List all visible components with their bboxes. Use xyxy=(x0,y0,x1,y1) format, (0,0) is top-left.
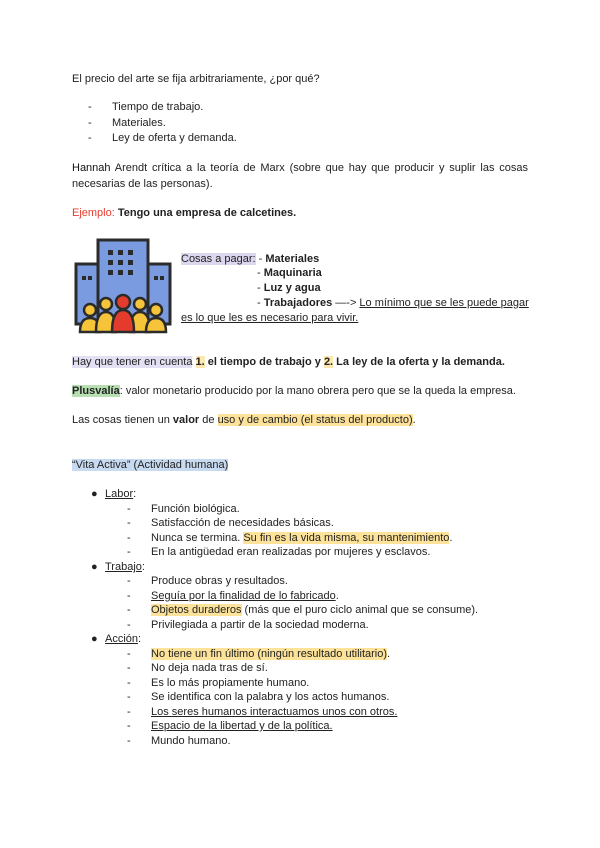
plusvalia-line: Plusvalía: valor monetario producido por la mano obrera pero que se la queda la empresa. xyxy=(72,385,516,397)
example-line: Ejemplo: Tengo una empresa de calcetines. xyxy=(72,207,297,219)
list-item: - Privilegiada a partir de la sociedad moderna. xyxy=(127,619,369,631)
list-item: - Seguía por la finalidad de lo fabricado. xyxy=(127,590,339,602)
cost-item: - Luz y agua xyxy=(257,282,321,294)
list-item: - Función biológica. xyxy=(127,503,240,515)
list-item: - Ley de oferta y demanda. xyxy=(88,132,237,144)
list-item: - No deja nada tras de sí. xyxy=(127,662,268,674)
value-line: Las cosas tienen un valor de uso y de cambio (el status del producto). xyxy=(72,414,416,426)
list-item: - Es lo más propiamente humano. xyxy=(127,677,310,689)
list-item: - Objetos duraderos (más que el puro ciclo animal que se consume). xyxy=(127,604,479,616)
cost-item: - Maquinaria xyxy=(257,267,322,279)
list-item: - Mundo humano. xyxy=(127,735,231,747)
section-trabajo: ● Trabajo: xyxy=(91,561,145,573)
cost-item: - Trabajadores —-> Lo mínimo que se les puede pagar xyxy=(257,297,529,309)
list-item: - Tiempo de trabajo. xyxy=(88,101,204,113)
company-building-icon xyxy=(72,236,174,336)
list-item: - Se identifica con la palabra y los actos humanos. xyxy=(127,691,390,703)
consider-line: Hay que tener en cuenta 1. el tiempo de trabajo y 2. La ley de la oferta y la demanda. xyxy=(72,356,505,368)
section-accion: ● Acción: xyxy=(91,633,142,645)
hannah-paragraph: Hannah Arendt crítica a la teoría de Marx (sobre que hay que producir y suplir las cosas necesarias de las personas). xyxy=(72,162,528,190)
vita-activa-heading: “Vita Activa” (Actividad humana) xyxy=(72,459,229,471)
list-item: - En la antigüedad eran realizadas por mujeres y esclavos. xyxy=(127,546,431,558)
costs-label-line: Cosas a pagar: - Materiales xyxy=(181,253,320,265)
cost-note: es lo que les es necesario para vivir. xyxy=(181,312,359,324)
list-item: - Espacio de la libertad y de la política. xyxy=(127,720,333,732)
list-item: - Produce obras y resultados. xyxy=(127,575,288,587)
list-item: - Los seres humanos interactuamos unos con otros. xyxy=(127,706,398,718)
hannah-name: Hannah xyxy=(72,162,111,174)
list-item: - Materiales. xyxy=(88,117,166,129)
intro-question: El precio del arte se fija arbitrariamente, ¿por qué? xyxy=(72,73,320,85)
list-item: - No tiene un fin último (ningún resultado utilitario). xyxy=(127,648,391,660)
section-labor: ● Labor: xyxy=(91,488,137,500)
list-item: - Satisfacción de necesidades básicas. xyxy=(127,517,334,529)
list-item: - Nunca se termina. Su fin es la vida misma, su mantenimiento. xyxy=(127,532,453,544)
